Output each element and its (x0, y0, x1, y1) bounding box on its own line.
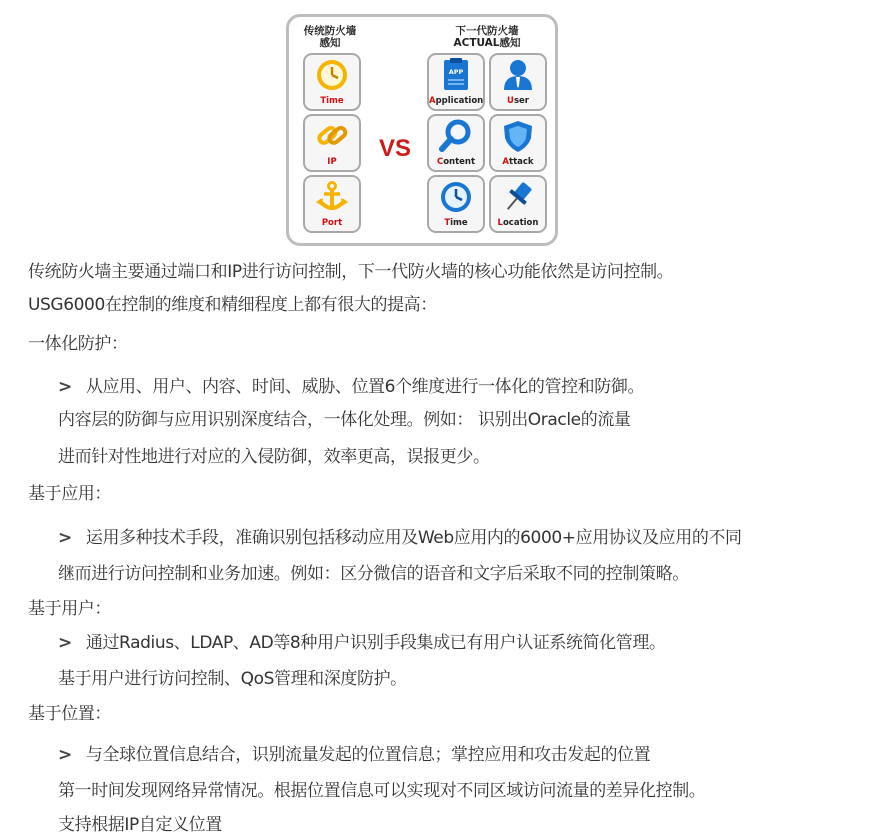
section-heading-user: 基于用户： (28, 599, 111, 619)
tile-time (427, 175, 485, 233)
tile-port-legacy (303, 175, 361, 233)
pushpin-icon (500, 180, 536, 214)
bullet-location: > 与全球位置信息结合，识别流量发起的位置信息；掌控应用和攻击发起的位置 (58, 745, 651, 765)
app-line-2: 继而进行访问控制和业务加速。例如：区分微信的语音和文字后采取不同的控制策略。 (58, 564, 689, 584)
location-line-3: 支持根据IP自定义位置 (58, 815, 222, 835)
chain-link-icon (314, 119, 350, 153)
tile-application (427, 53, 485, 111)
figure-frame (286, 14, 558, 246)
bullet-marker: > (58, 377, 72, 397)
tile-label: Time (444, 218, 468, 228)
tile-content (427, 114, 485, 172)
tile-label: Content (436, 157, 476, 167)
section-heading-app: 基于应用： (28, 484, 111, 504)
bullet-marker: > (58, 745, 72, 765)
tile-location (489, 175, 547, 233)
tile-attack (489, 114, 547, 172)
clock-icon (314, 58, 350, 92)
tile-label: User (507, 96, 529, 106)
bullet-marker: > (58, 528, 72, 548)
user-icon (500, 58, 536, 92)
app-document-icon (438, 58, 474, 92)
tile-ip-legacy (303, 114, 361, 172)
user-line-2: 基于用户进行访问控制、QoS管理和深度防护。 (58, 669, 407, 689)
anchor-icon (314, 180, 350, 214)
location-line-2: 第一时间发现网络异常情况。根据位置信息可以实现对不同区域访问流量的差异化控制。 (58, 781, 706, 801)
tile-label: Attack (502, 157, 534, 167)
intro-line-2: USG6000在控制的维度和精细程度上都有很大的提高： (28, 295, 437, 315)
svg-text:APP: APP (448, 68, 464, 76)
tile-label: Application (429, 96, 484, 106)
left-column-title: 传统防火墙 感知 (303, 25, 357, 49)
intro-line-1: 传统防火墙主要通过端口和IP进行访问控制，下一代防火墙的核心功能依然是访问控制。 (28, 262, 674, 282)
tile-time-legacy (303, 53, 361, 111)
shield-icon (500, 119, 536, 153)
firewall-comparison-figure (286, 14, 558, 246)
integrated-line-3: 进而针对性地进行对应的入侵防御，效率更高，误报更少。 (58, 447, 490, 467)
bullet-app: > 运用多种技术手段，准确识别包括移动应用及Web应用内的6000+应用协议及应用的不同 (58, 528, 742, 548)
integrated-line-2: 内容层的防御与应用识别深度结合，一体化处理。例如： 识别出Oracle的流量 (58, 410, 631, 430)
tile-label: Location (497, 218, 539, 228)
clock-icon (438, 180, 474, 214)
magnifier-icon (438, 119, 474, 153)
bullet-marker: > (58, 633, 72, 653)
section-heading-location: 基于位置： (28, 704, 111, 724)
tile-label: Time (320, 96, 344, 106)
tile-label: Port (321, 218, 343, 228)
vs-label: VS (378, 135, 411, 162)
tile-label: IP (327, 157, 337, 167)
bullet-integrated: > 从应用、用户、内容、时间、威胁、位置6个维度进行一体化的管控和防御。 (58, 377, 645, 397)
section-heading-integrated: 一体化防护： (28, 334, 128, 354)
tile-user (489, 53, 547, 111)
bullet-user: > 通过Radius、LDAP、AD等8种用户识别手段集成已有用户认证系统简化管理。 (58, 633, 666, 653)
right-column-title: 下一代防火墙 ACTUAL感知 (453, 25, 521, 49)
